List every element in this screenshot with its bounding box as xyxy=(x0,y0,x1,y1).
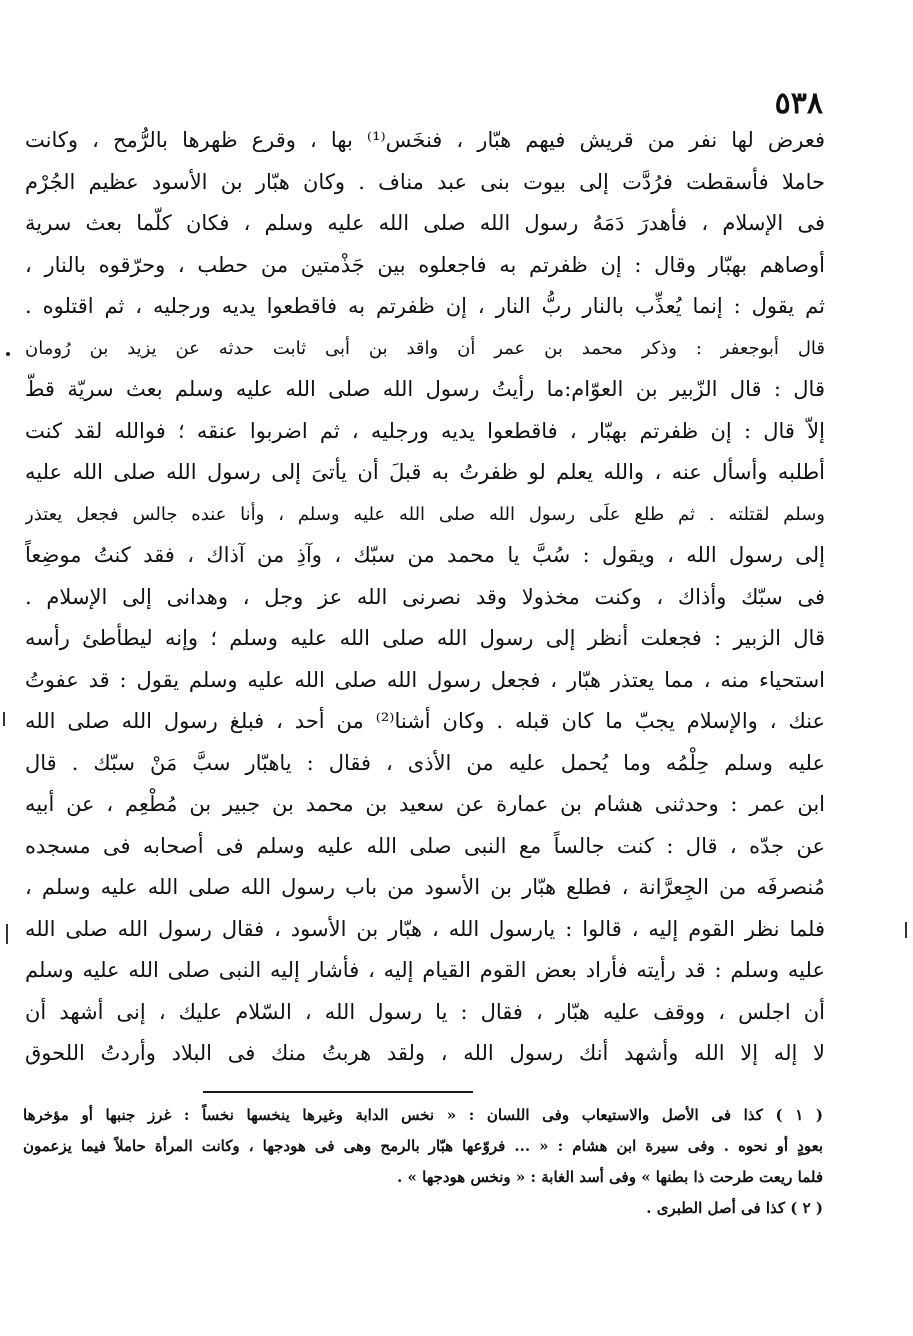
page-number: ٥٣٨ xyxy=(774,86,823,121)
margin-tick xyxy=(6,924,8,944)
text-line: أن اجلس ، ووقف عليه هبّار ، فقال : يا رسول الله ، السّلام عليك ، إنى أشهد أن xyxy=(25,999,825,1024)
footnotes xyxy=(23,1100,823,1224)
margin-tick xyxy=(3,712,5,726)
text-line: عليه وسلم : قد رأيته فأراد بعض القوم القيام إليه ، فأشار إليه النبى صلى الله عليه وسلم xyxy=(25,958,825,982)
text-line: فى الإسلام ، فأهدرَ دَمَهُ رسول الله صلى الله عليه وسلم ، فكان كلّما بعث سرية xyxy=(25,211,825,235)
text-line: إلاّ قال : إن ظفرتم بهبّار ، فاقطعوا يديه ورجليه ، ثم اضربوا عنقه ؛ فوالله لقد كنت xyxy=(25,418,825,443)
text-line: قال الزبير : فجعلت أنظر إلى رسول الله صلى الله عليه وسلم ؛ وإنه ليطأطئ رأسه xyxy=(25,626,825,650)
margin-dot xyxy=(6,352,10,356)
footnote-line: ( ١ ) كذا فى الأصل والاستيعاب وفى اللسان : « نخس الدابة وغيرها ينخسها نخساً : غرز جنبها أو مؤخرها xyxy=(23,1106,823,1124)
footnote-line: ( ٢ ) كذا فى أصل الطبرى . xyxy=(646,1199,823,1217)
text-line: عليه وسلم حِلْمُه وما يُحمل عليه من الأذى ، فقال : ياهبّار سبَّ مَنْ سبّك . قال xyxy=(25,750,825,775)
footnote-line: فلما ريعت طرحت ذا بطنها » وفى أسد الغابة : « ونخس هودجها » . xyxy=(397,1168,823,1186)
text-line: حاملا فأسقطت فرُدَّت إلى بيوت بنى عبد مناف . وكان هبّار بن الأسود عظيم الجُرْم xyxy=(25,169,825,194)
text-line: إلى رسول الله ، ويقول : سُبَّ يا محمد من سبّك ، وآذِ من آذاك ، فقد كنتُ موضِعاً xyxy=(25,543,825,567)
footnote-line: بعودٍ أو نحوه . وفى سيرة ابن هشام : « ... فروّعها هبّار بالرمح وهى فى هودجها ، وكانت المرأة حاملاً فيما يزعمون xyxy=(23,1137,823,1155)
main-text xyxy=(25,120,825,1075)
text-line: ابن عمر : وحدثنى هشام بن عمارة عن سعيد بن محمد بن جبير بن مُطْعِم ، عن أبيه xyxy=(25,792,825,816)
text-line: وسلم لقتلته . ثم طلع علَى رسول الله صلى الله عليه وسلم ، وأنا عنده جالس فجعل يعتذر xyxy=(25,503,825,525)
text-line: مُنصرفَه من الجِعرَّانة ، فطلع هبّار بن الأسود من باب رسول الله صلى الله عليه وسلم ، xyxy=(25,875,825,899)
text-line: عن جدّه ، قال : كنت جالساً مع النبى صلى الله عليه وسلم فى أصحابه فى مسجده xyxy=(25,833,825,858)
text-line: فى سبّك وأذاك ، وكنت مخذولا وقد نصرنى الله عز وجل ، وهدانى إلى الإسلام . xyxy=(25,584,825,609)
text-line: ثم يقول : إنما يُعذِّب بالنار ربُّ النار ، إن ظفرتم به فاقطعوا يديه ورجليه ، ثم اقتلوه . xyxy=(25,294,825,318)
text-line: فلما نظر القوم إليه ، قالوا : يارسول الله ، هبّار بن الأسود ، فقال رسول الله صلى الله xyxy=(25,916,825,941)
text-line: فعرض لها نفر من قريش فيهم هبّار ، فنخَس⁽¹⁾ بها ، وقرع ظهرها بالرُّمح ، وكانت xyxy=(25,128,825,152)
text-line: عنك ، والإسلام يجبّ ما كان قبله . وكان أشنا⁽²⁾ من أحد ، فبلغ رسول الله صلى الله xyxy=(25,709,825,733)
text-line: أوصاهم بهبّار وقال : إن ظفرتم به فاجعلوه بين جَذْمتين من حطب ، وحرّقوه بالنار ، xyxy=(25,252,825,277)
margin-tick xyxy=(905,922,907,938)
text-line: لا إله إلا الله وأشهد أنك رسول الله ، ولقد هربتُ منك فى البلاد وأردتُ اللحوق xyxy=(25,1041,825,1065)
text-line: قال أبوجعفر : وذكر محمد بن عمر أن واقد بن أبى ثابت حدثه عن يزيد بن رُومان xyxy=(25,337,825,359)
text-line: قال : قال الزّبير بن العوّام:ما رأيتُ رسول الله صلى الله عليه وسلم بعث سريّة قطّ xyxy=(25,377,825,401)
text-line: استحياء منه ، مما يعتذر هبّار ، فجعل رسول الله صلى الله عليه وسلم يقول : قد عفوتُ xyxy=(25,667,825,692)
footnote-divider xyxy=(203,1091,473,1093)
text-line: أطلبه وأسأل عنه ، والله يعلم لو ظفرتُ به قبلَ أن يأتىَ إلى رسول الله صلى الله عليه xyxy=(25,460,825,484)
